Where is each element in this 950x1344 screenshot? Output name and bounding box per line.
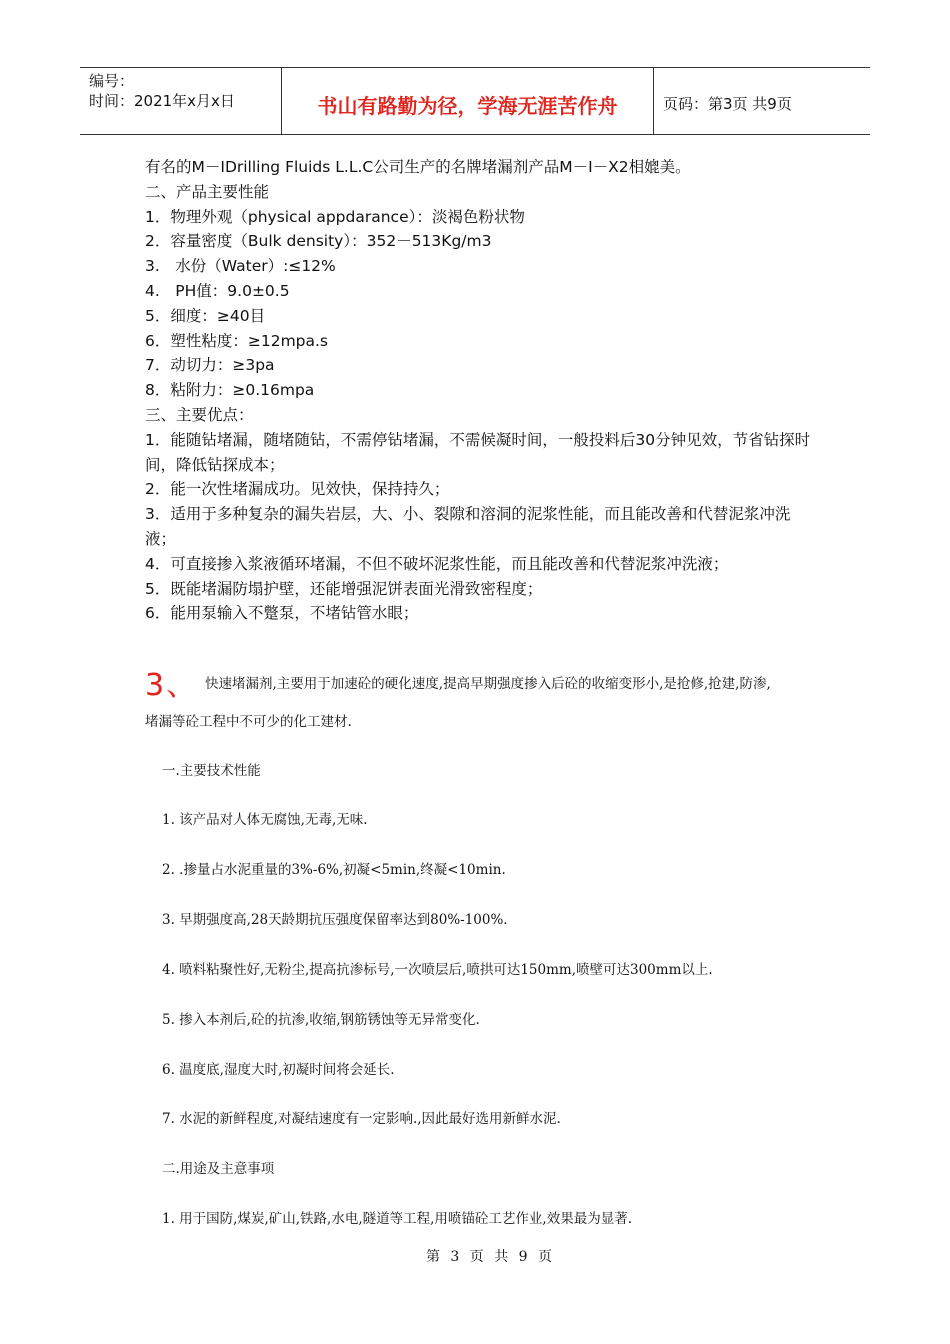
section-3-number: 3、 bbox=[145, 668, 199, 703]
performance-item: 3. 水份（Water）:≤12% bbox=[145, 257, 336, 276]
performance-item: 5．细度：≥40目 bbox=[145, 306, 266, 325]
advantage-item: 1．能随钻堵漏，随堵随钻，不需停钻堵漏，不需候凝时间，一般投料后30分钟见效，节省钻探时间，降低钻探成本； bbox=[145, 430, 811, 474]
tech-item: 2. .掺量占水泥重量的3%-6%,初凝<5min,终凝<10min. bbox=[162, 862, 506, 878]
tech-item: 4. 喷料粘聚性好,无粉尘,提高抗渗标号,一次喷层后,喷拱可达150mm,喷壁可达300mm以上. bbox=[162, 962, 713, 978]
tech-item: 3. 早期强度高,28天龄期抗压强度保留率达到80%-100%. bbox=[162, 912, 508, 928]
header-time: 时间：2021年x月x日 bbox=[89, 92, 235, 110]
usage-item: 1. 用于国防,煤炭,矿山,铁路,水电,隧道等工程,用喷锚砼工艺作业,效果最为显著. bbox=[162, 1211, 633, 1227]
section-3 bbox=[145, 662, 825, 730]
section-3-title-row bbox=[145, 662, 825, 702]
tech-item: 6. 温度底,湿度大时,初凝时间将会延长. bbox=[162, 1062, 395, 1078]
performance-item: 6．塑性粘度：≥12mpa.s bbox=[145, 331, 329, 350]
usage-heading: 二.用途及主意事项 bbox=[162, 1161, 275, 1177]
performance-item: 7．动切力：≥3pa bbox=[145, 356, 275, 375]
header-page-number: 页码：第3页 共9页 bbox=[663, 94, 792, 113]
tech-item: 7. 水泥的新鲜程度,对凝结速度有一定影响.,因此最好选用新鲜水泥. bbox=[162, 1111, 561, 1127]
header-meta bbox=[80, 68, 282, 134]
advantage-item: 5．既能堵漏防塌护壁，还能增强泥饼表面光滑致密程度； bbox=[145, 579, 543, 598]
performance-heading: 二、产品主要性能 bbox=[145, 182, 270, 201]
performance-item: 4. PH值：9.0±0.5 bbox=[145, 281, 290, 300]
intro-line: 有名的M－IDrilling Fluids L.L.C公司生产的名牌堵漏剂产品M－I－X2相媲美。 bbox=[145, 158, 691, 176]
header-motto: 书山有路勤为径，学海无涯苦作舟 bbox=[282, 68, 654, 134]
performance-item: 1．物理外观（physical appdarance）：淡褐色粉状物 bbox=[145, 207, 525, 226]
tech-item: 5. 掺入本剂后,砼的抗渗,收缩,钢筋锈蚀等无异常变化. bbox=[162, 1012, 480, 1028]
page-footer: 第 3 页 共 9 页 bbox=[425, 1249, 553, 1265]
advantage-item: 4．可直接掺入浆液循环堵漏，不但不破坏泥浆性能，而且能改善和代替泥浆冲洗液； bbox=[145, 554, 729, 573]
tech-heading: 一.主要技术性能 bbox=[162, 763, 261, 779]
section-3-intro-line2: 堵漏等砼工程中不可少的化工建材. bbox=[145, 714, 352, 730]
performance-item: 8．粘附力：≥0.16mpa bbox=[145, 381, 315, 400]
advantage-item: 6．能用泵输入不蹩泵，不堵钻管水眼； bbox=[145, 604, 419, 623]
performance-item: 2．容量密度（Bulk density）：352－513Kg/m3 bbox=[145, 232, 492, 251]
section-3-intro-line1: 快速堵漏剂,主要用于加速砼的硬化速度,提高早期强度掺入后砼的收缩变形小,是抢修,抢建,防渗, bbox=[205, 676, 771, 692]
tech-item: 1. 该产品对人体无腐蚀,无毒,无味. bbox=[162, 812, 368, 828]
advantage-item: 3．适用于多种复杂的漏失岩层，大、小、裂隙和溶洞的泥浆性能，而且能改善和代替泥浆冲洗液； bbox=[145, 505, 791, 548]
advantages-heading: 三、主要优点： bbox=[145, 405, 254, 424]
document-body bbox=[145, 155, 815, 626]
page-header bbox=[80, 67, 870, 135]
header-number: 编号： bbox=[89, 72, 135, 90]
advantage-item: 2．能一次性堵漏成功。见效快，保持持久； bbox=[145, 480, 450, 499]
